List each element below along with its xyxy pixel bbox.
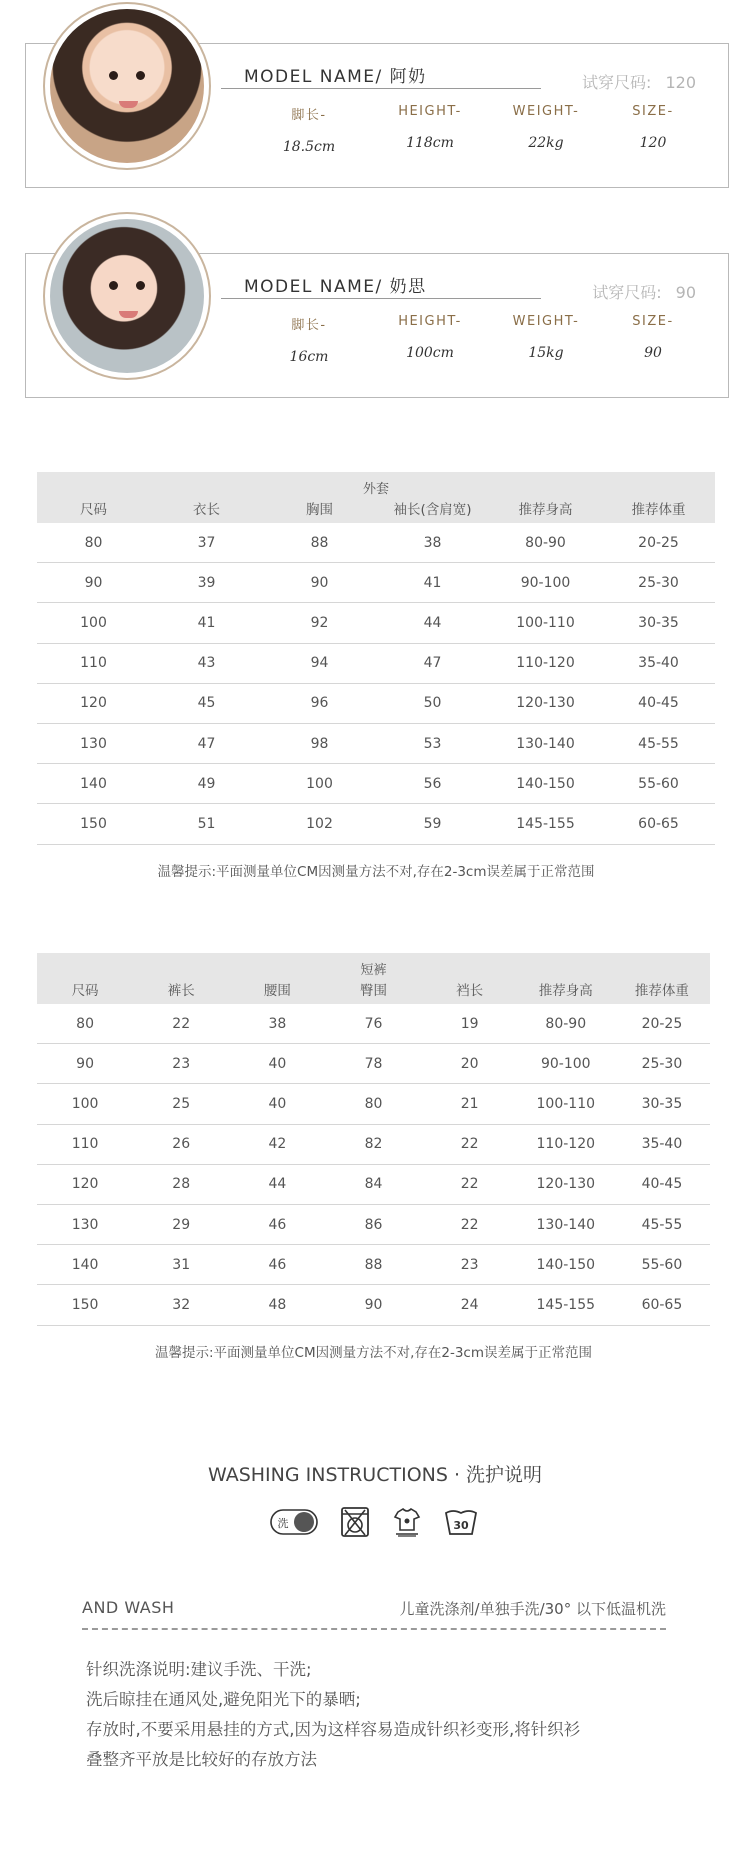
table-cell: 130	[71, 1216, 99, 1233]
table-cell: 39	[197, 574, 216, 591]
table-cell: 40	[268, 1055, 287, 1072]
table-cell: 22	[460, 1136, 479, 1153]
model-photo	[43, 212, 211, 380]
wash-temperature-text: 30	[453, 1519, 469, 1532]
table-cell: 45-55	[641, 1216, 683, 1233]
table-cell: 140-150	[536, 1256, 596, 1273]
table-cell: 60-65	[638, 815, 679, 832]
table-title: 短裤	[360, 963, 387, 978]
table-cell: 82	[364, 1136, 383, 1153]
model-card-2	[25, 253, 729, 398]
stat-value: 120	[639, 135, 667, 151]
table-cell: 53	[423, 735, 442, 752]
stat-value: 118cm	[406, 135, 454, 151]
table-cell: 30-35	[641, 1095, 683, 1112]
column-header: 腰围	[263, 983, 291, 999]
stat-label: 脚长-	[291, 318, 327, 333]
table-cell: 25-30	[641, 1055, 683, 1072]
trial-size-value: 90	[675, 283, 696, 302]
table-row	[37, 1125, 710, 1165]
stat-label: HEIGHT-	[398, 314, 462, 329]
table-cell: 23	[172, 1055, 191, 1072]
table-cell: 60-65	[641, 1296, 683, 1313]
table-cell: 130	[80, 735, 107, 752]
table-cell: 24	[460, 1296, 479, 1313]
table-cell: 150	[71, 1296, 99, 1313]
trial-size-label: 试穿尺码:	[582, 73, 652, 92]
table-cell: 22	[172, 1015, 191, 1032]
table-cell: 120-130	[516, 695, 575, 712]
washing-title: WASHING INSTRUCTIONS · 洗护说明	[207, 1464, 543, 1486]
table-cell: 90	[76, 1055, 94, 1072]
table-cell: 76	[364, 1015, 383, 1032]
table-cell: 44	[268, 1176, 287, 1193]
table-title: 外套	[362, 482, 389, 497]
table-cell: 43	[197, 655, 216, 672]
table-cell: 55-60	[638, 775, 679, 792]
table-cell: 80	[364, 1095, 383, 1112]
table-cell: 20-25	[638, 534, 679, 551]
table-cell: 145-155	[536, 1296, 596, 1313]
table-row	[37, 523, 715, 563]
table-row	[37, 563, 715, 603]
column-header: 推荐体重	[631, 502, 686, 518]
measurement-note: 温馨提示:平面测量单位CM因测量方法不对,存在2-3cm误差属于正常范围	[154, 1345, 593, 1361]
shorts-size-table	[37, 953, 710, 1361]
table-cell: 140	[71, 1256, 99, 1273]
table-cell: 80	[76, 1015, 94, 1032]
table-cell: 100	[71, 1095, 99, 1112]
table-cell: 130-140	[516, 735, 575, 752]
wash-30-degrees-icon	[444, 1507, 478, 1541]
trial-size-value: 120	[665, 73, 696, 92]
stat-label: HEIGHT-	[398, 104, 462, 119]
care-instructions	[86, 1655, 686, 1775]
table-cell: 100-110	[536, 1095, 596, 1112]
table-row	[37, 684, 715, 724]
column-header: 袖长(含肩宽)	[393, 502, 472, 518]
table-cell: 47	[423, 655, 442, 672]
stat-foot-length	[259, 314, 359, 365]
table-cell: 45	[197, 695, 216, 712]
table-cell: 84	[364, 1176, 383, 1193]
stat-value: 22kg	[528, 135, 564, 151]
table-cell: 100-110	[516, 614, 575, 631]
table-cell: 88	[364, 1256, 383, 1273]
table-cell: 50	[423, 695, 442, 712]
table-cell: 88	[310, 534, 329, 551]
column-header: 衣长	[193, 502, 220, 518]
stat-label: SIZE-	[632, 314, 674, 329]
care-line: 针织洗涤说明:建议手洗、干洗;	[86, 1660, 312, 1679]
table-cell: 44	[423, 614, 442, 631]
stat-size	[603, 314, 703, 361]
table-cell: 38	[268, 1015, 287, 1032]
stat-value: 18.5cm	[282, 139, 336, 155]
column-header: 尺码	[71, 983, 99, 999]
column-header: 臀围	[359, 983, 387, 999]
table-cell: 35-40	[638, 655, 679, 672]
table-row	[37, 1245, 710, 1285]
table-cell: 49	[197, 775, 216, 792]
table-cell: 22	[460, 1216, 479, 1233]
table-row	[37, 1044, 710, 1084]
stat-height	[380, 104, 480, 151]
care-line: 存放时,不要采用悬挂的方式,因为这样容易造成针织衫变形,将针织衫	[86, 1720, 581, 1739]
model-photo	[43, 2, 211, 170]
table-cell: 20-25	[641, 1015, 683, 1032]
table-cell: 90-100	[520, 574, 571, 591]
table-cell: 100	[306, 775, 333, 792]
table-cell: 55-60	[641, 1256, 683, 1273]
table-cell: 150	[80, 815, 107, 832]
stat-value: 90	[644, 345, 662, 361]
table-cell: 48	[268, 1296, 287, 1313]
table-row	[37, 1205, 710, 1245]
table-cell: 98	[310, 735, 329, 752]
stat-foot-length	[259, 104, 359, 155]
table-cell: 110-120	[536, 1136, 596, 1153]
stat-label: WEIGHT-	[512, 314, 580, 329]
table-cell: 31	[172, 1256, 191, 1273]
table-row	[37, 603, 715, 643]
hand-wash-text: 洗	[277, 1517, 289, 1530]
column-header: 推荐身高	[518, 502, 573, 518]
table-cell: 25-30	[638, 574, 679, 591]
measurement-note: 温馨提示:平面测量单位CM因测量方法不对,存在2-3cm误差属于正常范围	[157, 864, 595, 880]
table-cell: 47	[197, 735, 216, 752]
stat-label: 脚长-	[291, 108, 327, 123]
table-row	[37, 1285, 710, 1325]
table-cell: 51	[197, 815, 216, 832]
table-cell: 40-45	[638, 695, 679, 712]
model-card-1	[25, 43, 729, 188]
stat-label: WEIGHT-	[512, 104, 580, 119]
stat-weight	[496, 104, 596, 151]
care-line: 叠整齐平放是比较好的存放方法	[86, 1750, 317, 1769]
wash-subtitle-right: 儿童洗涤剂/单独手洗/30° 以下低温机洗	[399, 1600, 666, 1618]
table-row	[37, 804, 715, 844]
table-cell: 110	[80, 655, 107, 672]
washing-icons	[270, 1505, 478, 1543]
column-header: 推荐体重	[634, 983, 689, 999]
table-cell: 40	[268, 1095, 287, 1112]
table-cell: 94	[310, 655, 329, 672]
column-header: 裆长	[456, 983, 484, 999]
table-cell: 90	[364, 1296, 383, 1313]
model-name: MODEL NAME/ 奶思	[244, 277, 427, 297]
table-cell: 102	[306, 815, 333, 832]
table-cell: 21	[460, 1095, 479, 1112]
stat-label: SIZE-	[632, 104, 674, 119]
stat-height	[380, 314, 480, 361]
table-cell: 120	[80, 695, 107, 712]
table-cell: 90-100	[540, 1055, 591, 1072]
table-cell: 110-120	[516, 655, 575, 672]
title-divider	[221, 88, 541, 89]
table-cell: 26	[172, 1136, 191, 1153]
table-cell: 22	[460, 1176, 479, 1193]
table-cell: 120-130	[536, 1176, 596, 1193]
table-cell: 59	[423, 815, 442, 832]
no-bleach-shirt-icon	[392, 1506, 422, 1542]
table-cell: 38	[423, 534, 442, 551]
table-cell: 46	[268, 1256, 287, 1273]
table-cell: 90	[84, 574, 103, 591]
title-divider	[221, 298, 541, 299]
stat-value: 100cm	[406, 345, 454, 361]
table-cell: 90	[310, 574, 329, 591]
table-cell: 140	[80, 775, 107, 792]
table-row	[37, 724, 715, 764]
table-cell: 20	[460, 1055, 479, 1072]
table-cell: 40-45	[641, 1176, 683, 1193]
model-name: MODEL NAME/ 阿奶	[244, 67, 427, 87]
table-cell: 130-140	[536, 1216, 596, 1233]
table-cell: 80	[84, 534, 103, 551]
table-cell: 145-155	[516, 815, 575, 832]
table-cell: 37	[197, 534, 216, 551]
stat-weight	[496, 314, 596, 361]
table-cell: 28	[172, 1176, 191, 1193]
care-line: 洗后晾挂在通风处,避免阳光下的暴晒;	[86, 1690, 361, 1709]
table-cell: 42	[268, 1136, 287, 1153]
table-cell: 120	[71, 1176, 99, 1193]
table-row	[37, 764, 715, 804]
jacket-size-table	[37, 472, 715, 880]
table-cell: 80-90	[545, 1015, 587, 1032]
table-cell: 140-150	[516, 775, 575, 792]
table-cell: 46	[268, 1216, 287, 1233]
table-cell: 56	[423, 775, 442, 792]
table-cell: 86	[364, 1216, 383, 1233]
table-cell: 80-90	[525, 534, 566, 551]
table-row	[37, 1165, 710, 1205]
stat-size	[603, 104, 703, 151]
table-cell: 100	[80, 614, 107, 631]
table-cell: 25	[172, 1095, 191, 1112]
stat-value: 15kg	[528, 345, 564, 361]
table-cell: 32	[172, 1296, 191, 1313]
table-row	[37, 1084, 710, 1124]
table-cell: 41	[423, 574, 442, 591]
trial-size	[582, 70, 696, 93]
table-row	[37, 1004, 710, 1044]
table-cell: 110	[71, 1136, 99, 1153]
table-cell: 78	[364, 1055, 383, 1072]
table-cell: 45-55	[638, 735, 679, 752]
column-header: 推荐身高	[538, 983, 593, 999]
dashed-divider	[82, 1628, 666, 1630]
table-header	[37, 953, 710, 1004]
table-cell: 96	[310, 695, 329, 712]
column-header: 裤长	[167, 983, 195, 999]
trial-size	[592, 280, 696, 303]
table-cell: 92	[310, 614, 329, 631]
column-header: 胸围	[306, 502, 333, 518]
table-row	[37, 644, 715, 684]
table-cell: 35-40	[641, 1136, 683, 1153]
hand-wash-toggle-icon	[270, 1509, 318, 1539]
table-cell: 30-35	[638, 614, 679, 631]
column-header: 尺码	[80, 502, 107, 518]
wash-subtitle-left: AND WASH	[82, 1598, 175, 1617]
table-cell: 23	[460, 1256, 479, 1273]
table-cell: 41	[197, 614, 216, 631]
table-cell: 19	[460, 1015, 479, 1032]
no-machine-dry-icon	[340, 1505, 370, 1543]
trial-size-label: 试穿尺码:	[592, 283, 662, 302]
table-cell: 29	[172, 1216, 191, 1233]
table-header	[37, 472, 715, 523]
stat-value: 16cm	[289, 349, 329, 365]
